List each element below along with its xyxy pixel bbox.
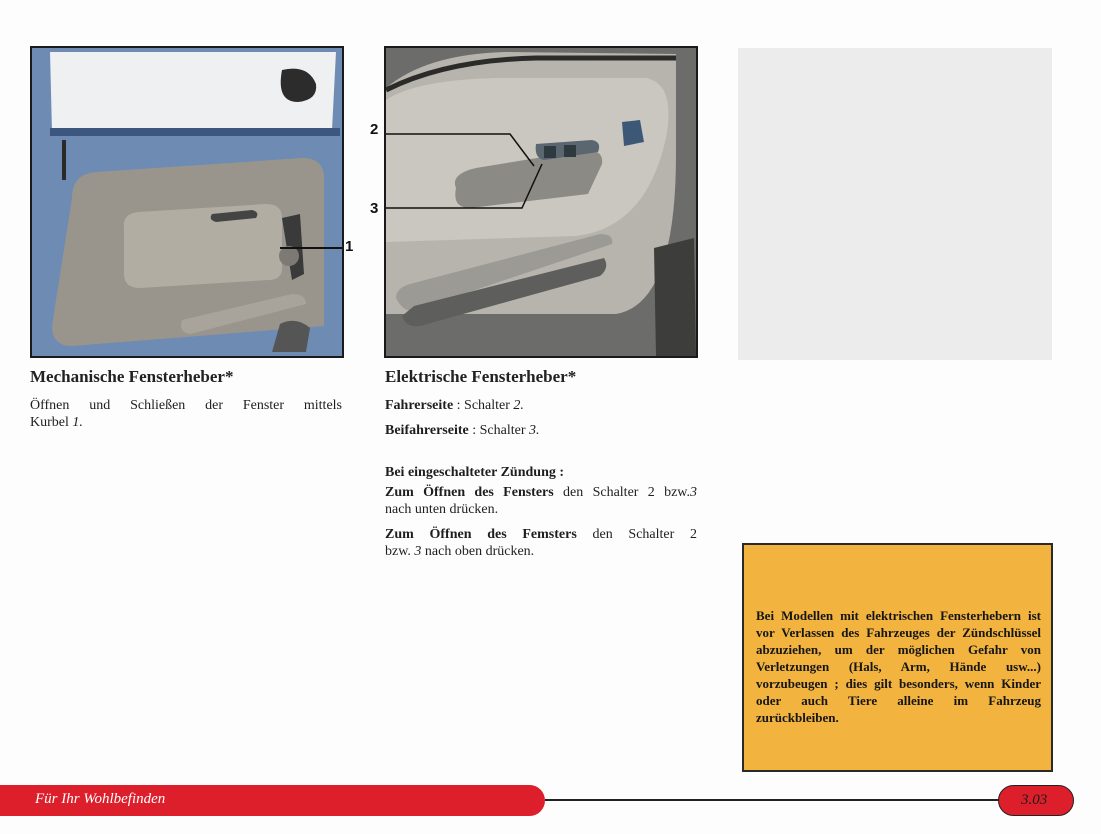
label-ignition: Bei eingeschalteter Zündung : xyxy=(385,465,565,480)
callout-1: 1 xyxy=(345,238,354,255)
manual-door-illustration xyxy=(32,48,342,356)
text-close-bzw: bzw. xyxy=(385,544,415,559)
page-number: 3.03 xyxy=(1021,792,1048,808)
text-close-up: nach oben drücken. xyxy=(421,544,535,559)
heading-manual-window: Mechanische Fensterheber* xyxy=(30,367,234,386)
callout-2: 2 xyxy=(370,121,379,138)
text-passenger-switch: : Schalter xyxy=(468,423,529,438)
heading-electric-window: Elektrische Fensterheber* xyxy=(385,367,577,386)
column-manual xyxy=(30,367,342,431)
text-close-line1 xyxy=(385,526,697,543)
warning-box xyxy=(742,543,1053,772)
text-driver-side xyxy=(385,397,697,414)
label-passenger-side: Beifahrerseite xyxy=(385,423,469,438)
text-close-switch: den Schalter 2 xyxy=(576,527,697,542)
warning-text: Bei Modellen mit elektrischen Fensterhebern ist vor Verlassen des Fahrzeuges der Zündschlüssel abzuziehen, um der möglichen Gefahr von Verletzungen (Hals, Arm, Hände usw...) vorzubeugen ; dies gilt besonders, wenn Kinder oder auch Tiere alleine im Fahrzeug zurückbleiben. xyxy=(756,608,1041,725)
text-open-switch: den Schalter 2 bzw. xyxy=(553,485,691,500)
column-electric xyxy=(385,367,697,560)
photo-electric-window-switches xyxy=(384,46,698,358)
text-close-line2 xyxy=(385,543,697,560)
ref-2: 2. xyxy=(513,398,524,413)
electric-door-illustration xyxy=(386,48,696,356)
text-open-line1 xyxy=(385,484,697,501)
photo-manual-window-crank xyxy=(30,46,344,358)
footer-divider xyxy=(545,799,1000,801)
text-passenger-side xyxy=(385,422,697,439)
footer-section-title: Für Ihr Wohlbefinden xyxy=(35,791,166,807)
label-open-window: Zum Öffnen des Fensters xyxy=(385,485,554,500)
ref-open-3: 3 xyxy=(690,485,698,500)
ref-1: 1. xyxy=(72,415,83,430)
page-number-badge xyxy=(998,785,1074,816)
text-open-line2: nach unten drücken. xyxy=(385,502,499,517)
text-manual-kurbel: Kurbel xyxy=(30,415,73,430)
ref-close-3: 3 xyxy=(414,544,422,559)
text-driver-switch: : Schalter xyxy=(453,398,514,413)
label-driver-side: Fahrerseite xyxy=(385,398,454,413)
label-close-window: Zum Öffnen des Femsters xyxy=(385,527,577,542)
ref-3: 3. xyxy=(528,423,540,438)
text-manual-line2 xyxy=(30,414,342,431)
footer-section-band xyxy=(0,785,545,816)
blank-image-area xyxy=(738,48,1052,360)
text-ignition xyxy=(385,464,697,481)
callout-3: 3 xyxy=(370,200,379,217)
text-manual-line1: Öffnen und Schließen der Fenster mittels xyxy=(30,398,342,413)
